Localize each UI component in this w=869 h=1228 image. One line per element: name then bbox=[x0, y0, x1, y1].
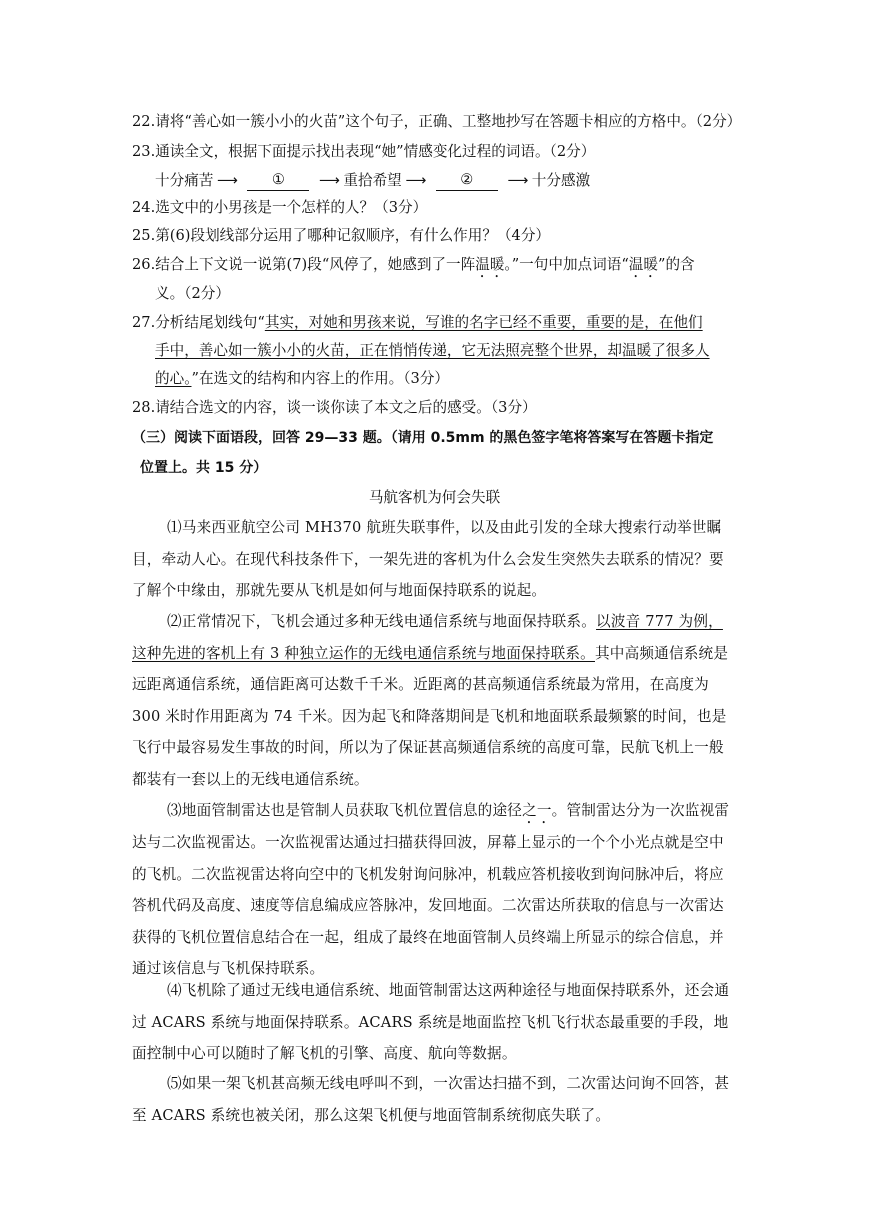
dotted-word: 温暖 bbox=[628, 256, 658, 273]
question-23: 23.通读全文，根据下面提示找出表现“她”情感变化过程的词语。（2分） bbox=[132, 143, 596, 160]
question-25: 25.第(6)段划线部分运用了哪种记叙顺序，有什么作用？（4分） bbox=[132, 227, 551, 244]
dotted-word: 温暖 bbox=[475, 256, 505, 273]
flow-blank-2: ② bbox=[436, 170, 498, 191]
question-24: 24.选文中的小男孩是一个怎样的人？（3分） bbox=[132, 199, 428, 216]
section-header: （三）阅读下面语段，回答 29—33 题。（请用 0.5mm 的黑色签字笔将答案写在答题卡指定 bbox=[132, 430, 714, 446]
section-header-cont: 位置上。共 15 分） bbox=[140, 460, 268, 476]
article-title: 马航客机为何会失联 bbox=[368, 489, 501, 506]
arrow-right-icon: ⟶ bbox=[318, 171, 340, 189]
paragraph-3: ⑶地面管制雷达也是管制人员获取飞机位置信息的途径之一。管制雷达分为一次监视雷达与二次监视雷达。一次监视雷达通过扫描获得回波，屏幕上显示的一个个小光点就是空中的飞机。二次监视雷达将向空中的飞机发射询问脉冲，机载应答机接收到询问脉冲后，将应答机代码及高度、速度等信息编成应答脉冲，发回地面。二次雷达所获取的信息与一次雷达获得的飞机位置信息结合在一起，组成了最终在地面管制人员终端上所显示的综合信息，并通过该信息与飞机保持联系。 bbox=[132, 802, 730, 977]
dotted-word: 之一 bbox=[522, 802, 552, 819]
underlined-sentence: 手中，善心如一簇小小的火苗，正在悄悄传递，它无法照亮整个世界，却温暖了很多人 bbox=[155, 342, 710, 359]
flow-step-3: 十分感激 bbox=[531, 171, 591, 189]
question-27-line3: 的心。”在选文的结构和内容上的作用。（3分） bbox=[155, 370, 450, 387]
question-26: 26.结合上下文说一说第(7)段“风停了，她感到了一阵温暖。”一句中加点词语“温暖”的含 bbox=[132, 256, 695, 273]
paragraph-5: ⑸如果一架飞机甚高频无线电呼叫不到，一次雷达扫描不到，二次雷达问询不回答，甚至 ACARS 系统也被关闭，那么这架飞机便与地面管制系统彻底失联了。 bbox=[132, 1075, 730, 1124]
flow-blank-1: ① bbox=[247, 170, 309, 191]
flow-step-1: 十分痛苦 bbox=[155, 171, 214, 189]
flow-step-2: 重拾希望 bbox=[343, 171, 402, 189]
underlined-sentence: 以波音 777 为例，这种先进的客机上有 3 种独立运作的无线电通信系统与地面保持联系。 bbox=[132, 613, 723, 662]
arrow-right-icon: ⟶ bbox=[405, 171, 427, 189]
question-27-line2 bbox=[155, 341, 710, 361]
question-22: 22.请将“善心如一簇小小的火苗”这个句子，正确、工整地抄写在答题卡相应的方格中。（2分） bbox=[132, 113, 742, 130]
question-28: 28.请结合选文的内容，谈一谈你读了本文之后的感受。（3分） bbox=[132, 399, 537, 416]
paragraph-1: ⑴马来西亚航空公司 MH370 航班失联事件，以及由此引发的全球大搜索行动举世瞩目，牵动人心。在现代科技条件下，一架先进的客机为什么会发生突然失去联系的情况？要了解个中缘由，那就先要从飞机是如何与地面保持联系的说起。 bbox=[132, 519, 724, 599]
question-26-cont: 义。（2分） bbox=[155, 285, 230, 302]
underlined-sentence: 的心。 bbox=[155, 370, 192, 387]
arrow-right-icon: ⟶ bbox=[216, 171, 238, 189]
emotion-flow bbox=[155, 170, 590, 191]
paragraph-2: ⑵正常情况下，飞机会通过多种无线电通信系统与地面保持联系。以波音 777 为例，这种先进的客机上有 3 种独立运作的无线电通信系统与地面保持联系。其中高频通信系统是远距离通信系统，通信距离可达数千千米。近距离的甚高频通信系统最为常用，在高度为 300 米时作用距离为 74 千米。因为起飞和降落期间是飞机和地面联系最频繁的时间，也是飞行中最容易发生事故的时间，所以为了保证甚高频通信系统的高度可靠，民航飞机上一般都装有一套以上的无线电通信系统。 bbox=[132, 613, 729, 788]
underlined-sentence: 其实，对她和男孩来说，写谁的名字已经不重要，重要的是，在他们 bbox=[264, 314, 703, 331]
arrow-right-icon: ⟶ bbox=[507, 171, 529, 189]
question-27: 27.分析结尾划线句“其实，对她和男孩来说，写谁的名字已经不重要，重要的是，在他们 bbox=[132, 314, 703, 331]
paragraph-4: ⑷飞机除了通过无线电通信系统、地面管制雷达这两种途径与地面保持联系外，还会通过 ACARS 系统与地面保持联系。ACARS 系统是地面监控飞机飞行状态最重要的手段，地面控制中心可以随时了解飞机的引擎、高度、航向等数据。 bbox=[132, 982, 730, 1062]
